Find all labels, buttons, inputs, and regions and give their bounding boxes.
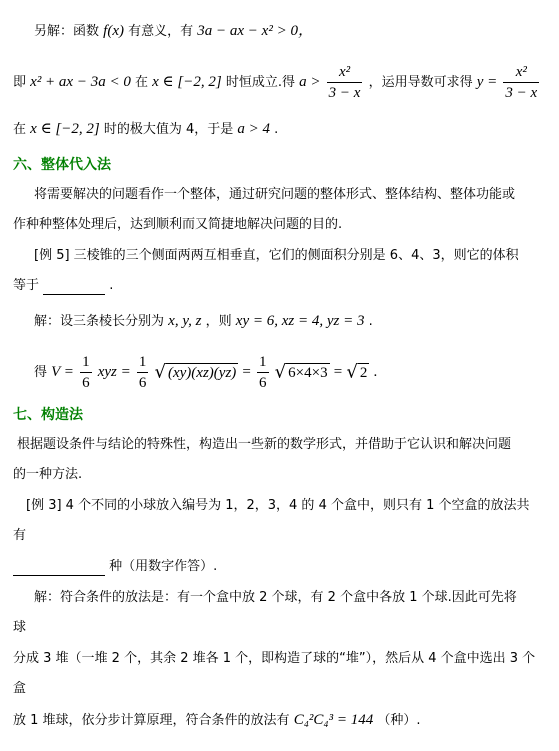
example-5-line2 [13,277,113,295]
radical-sign: √ [154,361,166,383]
radicand: 6×4×3 [288,365,328,382]
fraction [257,352,269,393]
paragraph-7-line2: 的一种方法. [13,467,83,482]
sqrt [275,363,330,382]
answer-blank [43,280,105,295]
paragraph-6-line1: 将需要解决的问题看作一个整体，通过研究问题的整体形式、整体结构、整体功能或 [34,187,516,202]
math-interval: x ∈ [−2, 2] [30,121,100,137]
solution-3-line2: 球 [13,620,27,635]
text: ，则 [205,314,232,329]
math-y-eq: y = [476,74,498,90]
math-V: V = [51,364,74,380]
solution-3-line4: 盒 [13,681,27,696]
fraction [80,352,92,393]
line-constant-hold [13,62,541,103]
line-alt-solution [34,22,313,41]
radicand: (xy)(xz)(yz) [168,365,237,382]
example-5-line1: [例 5] 三棱锥的三个侧面两两互相垂直，它们的侧面积分别是 6、4、3，则它的体积 [34,248,519,263]
math-a-gt-4: a > 4 [237,121,271,137]
example-3-line3 [13,558,217,576]
text: . [274,122,279,137]
numerator: x² [327,62,363,83]
text: ，运用导数可求得 [368,75,473,90]
text: 解：设三条棱长分别为 [34,314,165,329]
radical-sign: √ [346,361,358,383]
solution-5-line1 [34,312,373,331]
section-heading-6: 六、整体代入法 [13,157,111,173]
example-3-line2: 有 [13,528,27,543]
text: 即 [13,75,27,90]
text: 放 1 堆球，依分步计算原理，符合条件的放法有 [13,713,290,728]
fraction [503,62,539,103]
math-interval: x ∈ [−2, 2] [152,74,222,90]
numerator: 1 [137,352,149,373]
numerator: 1 [80,352,92,373]
sqrt [346,363,369,382]
solution-3-line3: 分成 3 堆（一堆 2 个，其余 2 堆各 1 个，即构造了球的“堆”），然后从 4 个盒中选出 3 个 [13,651,536,666]
text: . [109,278,114,293]
fraction [327,62,363,103]
numerator: 1 [257,352,269,373]
paragraph-6-line2: 作种种整体处理后，达到顺利而又简捷地解决问题的目的. [13,217,343,232]
numerator: x² [503,62,539,83]
section-heading-7: 七、构造法 [13,407,83,423]
denominator: 6 [259,375,267,391]
math-xyz: xyz = [97,364,131,380]
math-fx: f(x) [103,23,124,39]
equals: = [333,364,343,380]
math-a-gt: a > [299,74,321,90]
text: 种（用数字作答）. [109,559,218,574]
answer-blank [13,561,105,576]
denominator: 6 [82,375,90,391]
text: . [368,314,373,329]
radicand: 2 [359,365,368,382]
denominator: 3 − x [328,85,361,101]
text: 时的极大值为 4，于是 [103,122,234,137]
text: （种）. [377,713,421,728]
denominator: 6 [138,375,147,391]
solution-3-line5 [13,711,421,730]
equals: = [242,364,251,380]
period: . [373,364,378,380]
text: 有意义，有 [128,24,194,39]
text: 时恒成立.得 [225,75,295,90]
math-inequality: x² + ax − 3a < 0 [30,74,131,90]
volume-formula [34,352,377,393]
math-combination: C₄²C₄³ = 144 [293,712,374,728]
sqrt [155,363,239,382]
denominator: 3 − x [505,85,538,101]
text: 得 [34,365,48,380]
math-inequality: 3a − ax − x² > 0， [197,23,313,39]
text: 在 [134,75,148,90]
paragraph-7-line1: 根据题设条件与结论的特殊性，构造出一些新的数学形式，并借助于它认识和解决问题 [17,437,512,452]
solution-3-line1: 解：符合条件的放法是：有一个盒中放 2 个球，有 2 个盒中各放 1 个球.因此可先将 [34,590,517,605]
line-max-value [13,120,278,139]
text: 另解：函数 [34,24,100,39]
math-vars: x, y, z [168,313,202,329]
example-3-line1: [例 3] 4 个不同的小球放入编号为 1，2，3，4 的 4 个盒中，则只有 1 个空盒的放法共 [26,498,530,513]
text: 等于 [13,278,40,293]
radical-sign: √ [274,361,287,383]
math-products: xy = 6, xz = 4, yz = 3 [235,313,365,329]
fraction [137,352,149,393]
text: 在 [13,122,27,137]
